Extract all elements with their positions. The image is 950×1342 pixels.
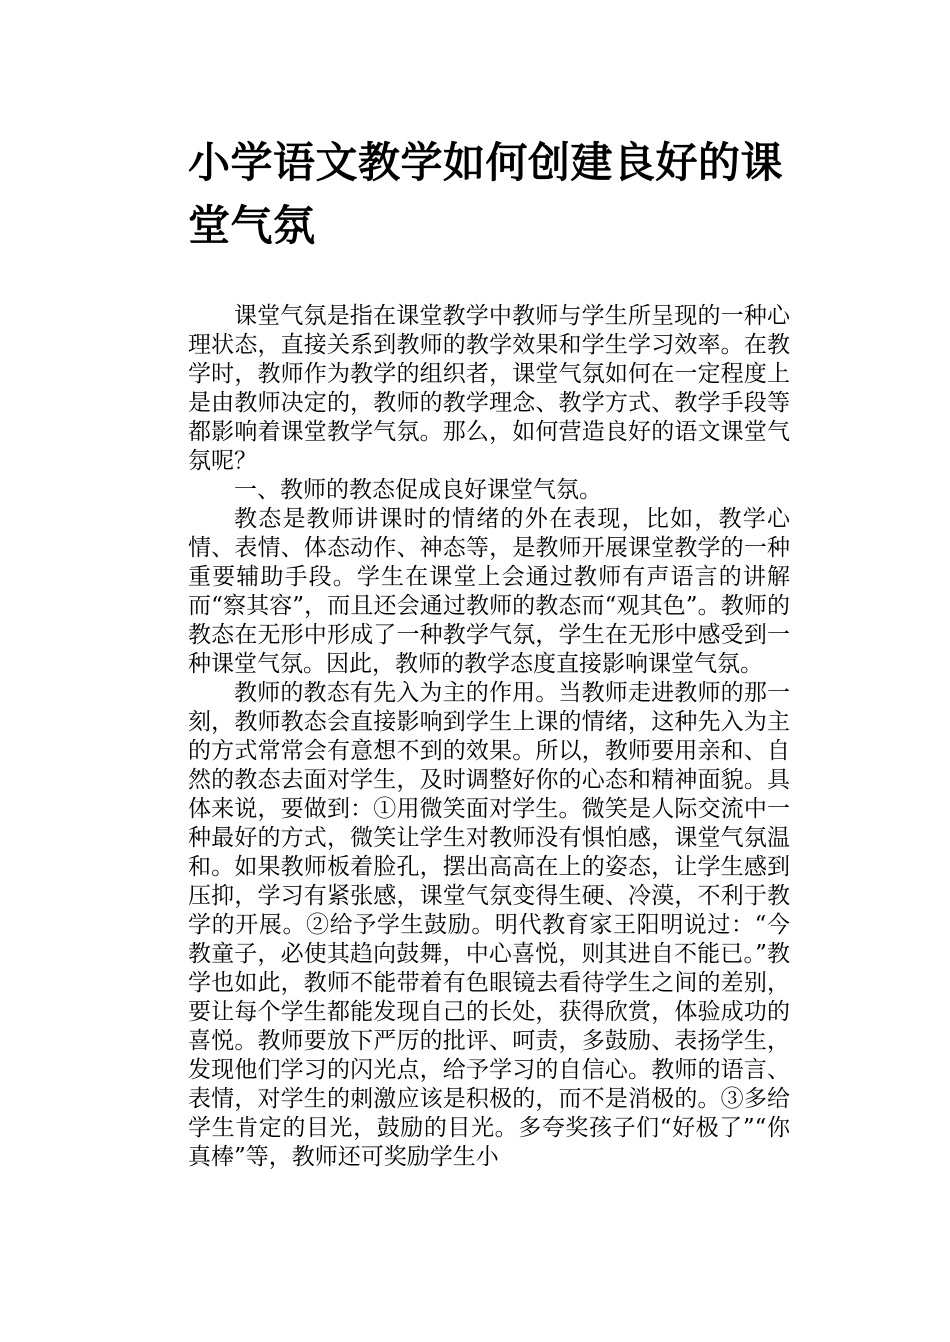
paragraph-intro: 课堂气氛是指在课堂教学中教师与学生所呈现的一种心理状态，直接关系到教师的教学效果和学生学习效率。在教学时，教师作为教学的组织者，课堂气氛如何在一定程度上是由教师决定的，教师的教学理念、教学方式、教学手段等都影响着课堂教学气氛。那么，如何营造良好的语文课堂气氛呢？ (188, 303, 790, 474)
paragraph-demeanor: 教态是教师讲课时的情绪的外在表现，比如，教学心情、表情、体态动作、神态等，是教师开展课堂教学的一种重要辅助手段。学生在课堂上会通过教师有声语言的讲解而“察其容”，而且还会通过教师的教态而“观其色”。教师的教态在无形中形成了一种教学气氛，学生在无形中感受到一种课堂气氛。因此，教师的教学态度直接影响课堂气氛。 (188, 506, 790, 677)
document-body (188, 302, 790, 1172)
section-heading: 一、教师的教态促成良好课堂气氛。 (234, 477, 602, 503)
document-title: 小学语文教学如何创建良好的课堂气氛 (188, 138, 784, 250)
paragraph-first-impression: 教师的教态有先入为主的作用。当教师走进教师的那一刻，教师教态会直接影响到学生上课的情绪，这种先入为主的方式常常会有意想不到的效果。所以，教师要用亲和、自然的教态去面对学生，及时调整好你的心态和精神面貌。具体来说，要做到：①用微笑面对学生。微笑是人际交流中一种最好的方式，微笑让学生对教师没有惧怕感，课堂气氛温和。如果教师板着脸孔，摆出高高在上的姿态，让学生感到压抑，学习有紧张感，课堂气氛变得生硬、冷漠，不利于教学的开展。②给予学生鼓励。明代教育家王阳明说过：“今教童子，必使其趋向鼓舞，中心喜悦，则其进自不能已。”教学也如此，教师不能带着有色眼镜去看待学生之间的差别，要让每个学生都能发现自己的长处，获得欣赏，体验成功的喜悦。教师要放下严厉的批评、呵责，多鼓励、表扬学生，发现他们学习的闪光点，给予学习的自信心。教师的语言、表情，对学生的刺激应该是积极的，而不是消极的。③多给学生肯定的目光，鼓励的目光。多夸奖孩子们“好极了”“你真棒”等，教师还可奖励学生小 (188, 680, 790, 1170)
